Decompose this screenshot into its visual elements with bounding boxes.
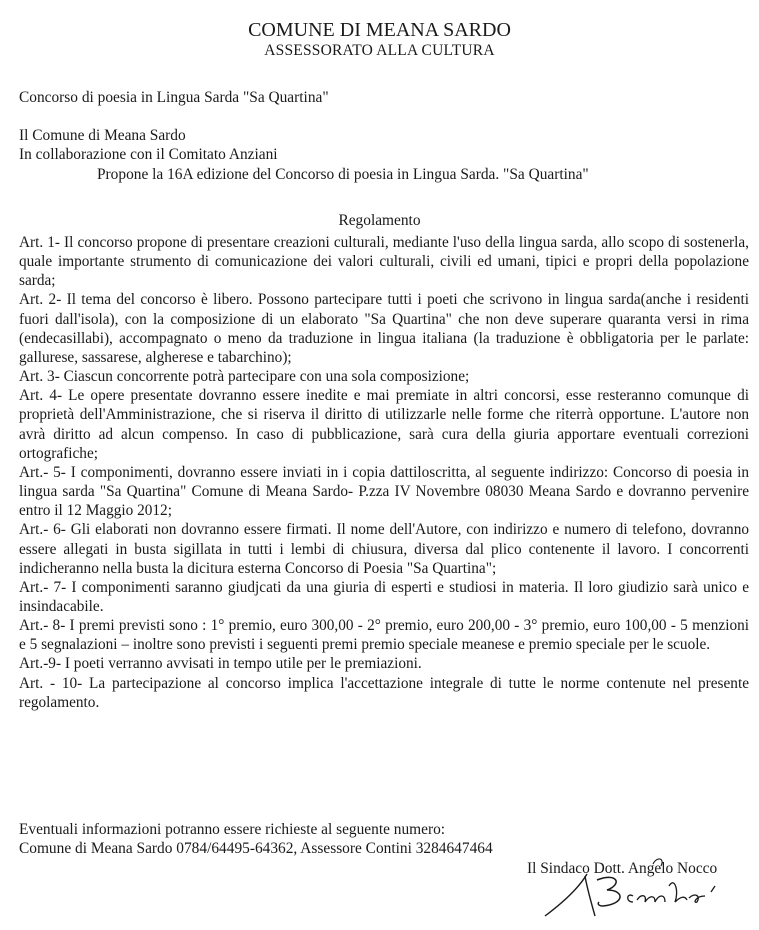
regolamento-heading: Regolamento	[338, 212, 421, 229]
article-7: Art.- 7- I componimenti saranno giudjcati da una giuria di esperti e studiosi in materia. Il loro giudizio sarà unico e insindacabile.	[19, 578, 749, 615]
signatory-line: Il Sindaco Dott. Angelo Nocco	[527, 860, 718, 877]
article-8: Art.- 8- I premi previsti sono : 1° premio, euro 300,00 - 2° premio, euro 200,00 - 3° premio, euro 100,00 - 5 menzioni e 5 segnalazioni – inoltre sono previsti i seguenti premi premio speciale meanese e premio speciale per le scuole.	[19, 617, 749, 654]
article-2: Art. 2- Il tema del concorso è libero. Possono partecipare tutti i poeti che scrivono in lingua sarda(anche i residenti fuori dall'isola), con la composizione di un elaborato "Sa Quartina" che non deve superare quaranta versi in rima (endecasillabi), accompagnato o meno da traduzione in lingua italiana (la traduzione è obbligatoria per le parlate: gallurese, sassarese, algherese e tabarchino);	[19, 291, 749, 366]
contact-line: Comune di Meana Sardo 0784/64495-64362, Assessore Contini 3284647464	[19, 840, 493, 857]
article-1: Art. 1- Il concorso propone di presentare creazioni culturali, mediante l'uso della lingua sarda, allo scopo di sostenerla, quale importante strumento di comunicazione dei valori culturali, civili ed umani, tipici e propri della popolazione sarda;	[19, 234, 749, 290]
article-6: Art.- 6- Gli elaborati non dovranno essere firmati. Il nome dell'Autore, con indirizzo e numero di telefono, dovranno essere allegati in busta sigillata in tutti i lembi di chiusura, diversa dal plico contenente il lavoro. I concorrenti indicheranno nella busta la dicitura esterna Concorso di Poesia "Sa Quartina";	[19, 521, 749, 577]
article-10: Art. - 10- La partecipazione al concorso implica l'accettazione integrale di tutte le norme contenute nel presente regolamento.	[19, 674, 749, 711]
department-header: ASSESSORATO ALLA CULTURA	[264, 42, 495, 59]
article-4: Art. 4- Le opere presentate dovranno essere inedite e mai premiate in altri concorsi, esse resteranno comunque di proprietà dell'Amministrazione, che si riserva il diritto di utilizzarle nelle forme che riterrà opportune. L'autore non avrà diritto ad alcun compenso. In caso di pubblicazione, sarà cura della giuria apportare eventuali correzioni ortografiche;	[19, 387, 749, 462]
intro-line-collaboration: In collaborazione con il Comitato Anziani	[19, 146, 278, 163]
article-9: Art.-9- I poeti verranno avvisati in tempo utile per le premiazioni.	[19, 655, 422, 673]
articles-list	[19, 233, 749, 712]
municipality-header: COMUNE DI MEANA SARDO	[248, 19, 511, 41]
handwritten-signature	[525, 846, 745, 926]
info-line: Eventuali informazioni potranno essere richieste al seguente numero:	[19, 821, 446, 838]
intro-line-proposal: Propone la 16A edizione del Concorso di poesia in Lingua Sarda. "Sa Quartina"	[97, 166, 589, 183]
article-3: Art. 3- Ciascun concorrente potrà partecipare con una sola composizione;	[19, 368, 470, 386]
contest-title: Concorso di poesia in Lingua Sarda "Sa Quartina"	[19, 89, 329, 106]
intro-line-organizer: Il Comune di Meana Sardo	[19, 127, 186, 144]
article-5: Art.- 5- I componimenti, dovranno essere inviati in i copia dattiloscritta, al seguente indirizzo: Concorso di poesia in lingua sarda "Sa Quartina" Comune di Meana Sardo- P.zza IV Novembre 08030 Meana Sardo e dovranno pervenire entro il 12 Maggio 2012;	[19, 463, 749, 520]
